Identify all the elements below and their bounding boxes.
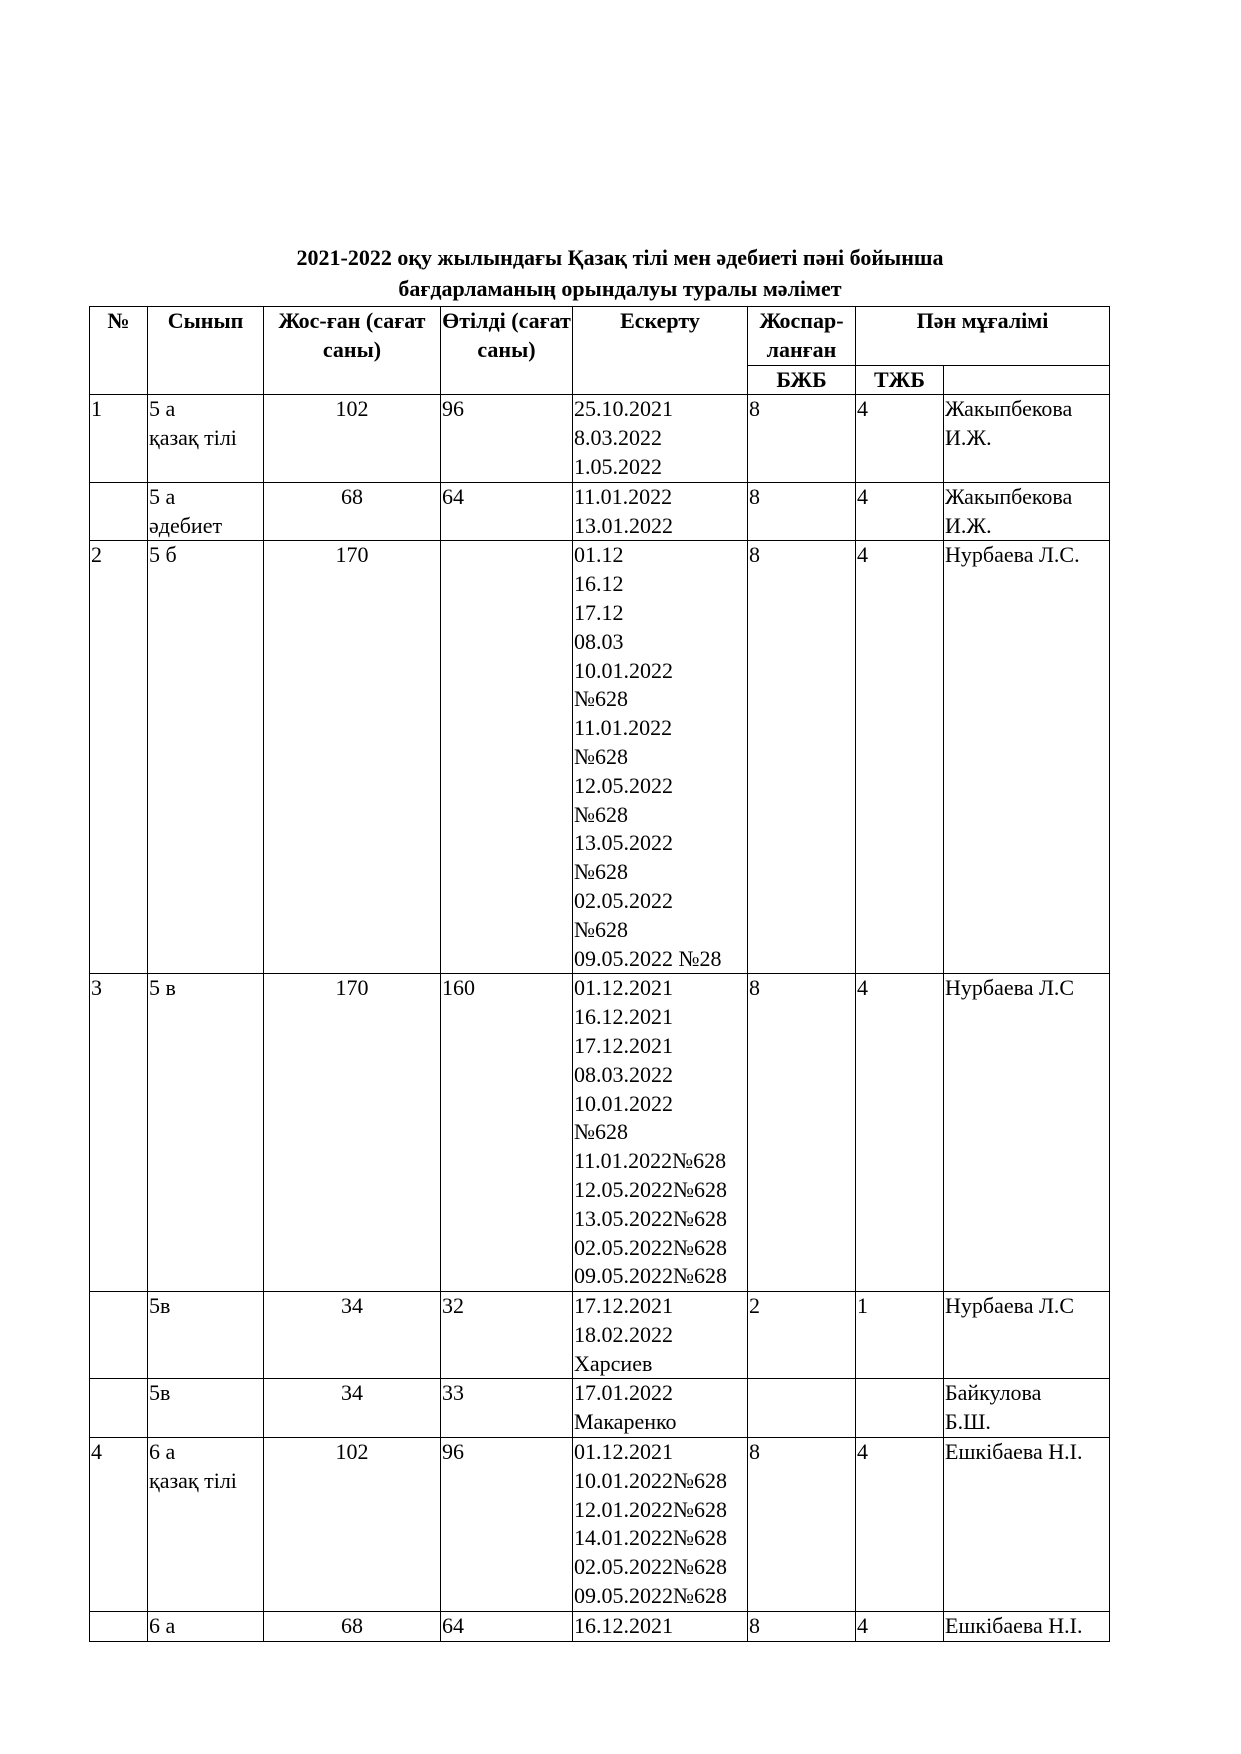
note-line: 8.03.2022 — [574, 425, 662, 451]
row-number-cell — [90, 1611, 148, 1641]
header-planned-line: ланған — [766, 336, 837, 362]
report-table — [89, 306, 1110, 1642]
note-line: 11.01.2022 — [574, 715, 673, 741]
done-hours-cell: 96 — [441, 1438, 573, 1612]
table-row — [90, 974, 1110, 1292]
header-done-hours-line: Өтілді — [442, 308, 506, 333]
header-note: Ескерту — [573, 307, 748, 395]
note-line: №628 — [574, 859, 628, 885]
class-line: 6 а — [149, 1612, 176, 1638]
teacher-line: Жакыпбекова — [945, 396, 1073, 422]
done-hours-cell: 33 — [441, 1379, 573, 1438]
note-line: №628 — [574, 801, 628, 827]
note-line: 09.05.2022№628 — [574, 1583, 727, 1609]
header-planned-line: Жоспар- — [759, 308, 844, 333]
note-cell — [573, 541, 748, 974]
note-line: 10.01.2022 — [574, 1090, 673, 1116]
tzhb-cell: 4 — [856, 1611, 944, 1641]
header-done-hours-line: (сағат — [511, 308, 571, 333]
class-line: қазақ тілі — [149, 1467, 237, 1493]
class-cell — [148, 1379, 264, 1438]
class-cell — [148, 974, 264, 1292]
planned-hours-cell: 68 — [264, 1611, 441, 1641]
note-line: 13.05.2022 — [574, 830, 673, 856]
done-hours-cell — [441, 541, 573, 974]
planned-hours-cell: 102 — [264, 1438, 441, 1612]
note-line: 16.12.2021 — [574, 1004, 673, 1030]
table-body — [90, 395, 1110, 1641]
table-row — [90, 1379, 1110, 1438]
note-cell — [573, 482, 748, 541]
note-line: Харсиев — [574, 1350, 653, 1376]
done-hours-cell: 32 — [441, 1292, 573, 1379]
class-line: 5в — [149, 1293, 171, 1319]
teacher-cell — [944, 1438, 1110, 1612]
table-row — [90, 1438, 1110, 1612]
note-line: 1.05.2022 — [574, 453, 662, 479]
header-tzhb: ТЖБ — [856, 365, 944, 395]
teacher-cell — [944, 1292, 1110, 1379]
note-line: 01.12.2021 — [574, 1439, 673, 1465]
note-line: 12.05.2022№628 — [574, 1176, 727, 1202]
class-line: 5 б — [149, 542, 177, 568]
teacher-line: Ешкібаева Н.І. — [945, 1612, 1083, 1638]
note-line: 17.01.2022 — [574, 1380, 673, 1406]
note-line: 09.05.2022№628 — [574, 1263, 727, 1289]
done-hours-cell: 160 — [441, 974, 573, 1292]
note-line: №628 — [574, 916, 628, 942]
document-title-line-1: 2021-2022 оқу жылындағы Қазақ тілі мен әдебиеті пәні бойынша — [296, 245, 944, 270]
class-cell — [148, 1292, 264, 1379]
planned-hours-cell: 68 — [264, 482, 441, 541]
note-line: 02.05.2022№628 — [574, 1554, 727, 1580]
header-done-hours — [441, 307, 573, 395]
row-number-cell — [90, 482, 148, 541]
tzhb-cell: 4 — [856, 1438, 944, 1612]
note-line: 11.01.2022№628 — [574, 1148, 727, 1174]
header-bzhb: БЖБ — [748, 365, 856, 395]
header-planned-hours-line: Жос-ған (сағат — [278, 308, 426, 333]
note-line: 16.12.2021 — [574, 1612, 673, 1638]
class-line: қазақ тілі — [149, 425, 237, 451]
note-cell — [573, 1438, 748, 1612]
header-planned — [748, 307, 856, 366]
row-number-cell — [90, 1292, 148, 1379]
class-cell — [148, 1438, 264, 1612]
header-number: № — [90, 307, 148, 395]
teacher-cell — [944, 974, 1110, 1292]
planned-hours-cell: 170 — [264, 974, 441, 1292]
row-number-cell: 3 — [90, 974, 148, 1292]
class-cell — [148, 395, 264, 482]
row-number-cell — [90, 1379, 148, 1438]
header-teacher: Пән мұғалімі — [856, 307, 1110, 366]
class-line: 5 в — [149, 975, 176, 1001]
note-line: 25.10.2021 — [574, 396, 673, 422]
note-cell — [573, 395, 748, 482]
note-line: Макаренко — [574, 1409, 677, 1435]
note-line: 13.01.2022 — [574, 512, 673, 538]
note-line: 16.12 — [574, 571, 624, 597]
class-line: 5 а — [149, 396, 176, 422]
teacher-line: Б.Ш. — [945, 1409, 991, 1435]
note-cell — [573, 974, 748, 1292]
note-line: №628 — [574, 743, 628, 769]
planned-hours-cell: 102 — [264, 395, 441, 482]
class-line: әдебиет — [149, 512, 223, 538]
note-line: 18.02.2022 — [574, 1321, 673, 1347]
row-number-cell: 4 — [90, 1438, 148, 1612]
table-row — [90, 1611, 1110, 1641]
bzhb-cell: 8 — [748, 482, 856, 541]
note-line: 17.12.2021 — [574, 1293, 673, 1319]
class-line: 6 а — [149, 1439, 176, 1465]
note-line: 17.12 — [574, 599, 624, 625]
teacher-line: Нурбаева Л.С. — [945, 542, 1080, 568]
class-line: 5в — [149, 1380, 171, 1406]
note-cell — [573, 1292, 748, 1379]
note-line: 10.01.2022 — [574, 657, 673, 683]
tzhb-cell: 4 — [856, 482, 944, 541]
note-line: 01.12 — [574, 542, 624, 568]
note-line: 17.12.2021 — [574, 1032, 673, 1058]
teacher-cell — [944, 541, 1110, 974]
row-number-cell: 2 — [90, 541, 148, 974]
note-line: 08.03.2022 — [574, 1061, 673, 1087]
header-empty — [944, 365, 1110, 395]
teacher-line: Байкулова — [945, 1380, 1042, 1406]
header-done-hours-line: саны) — [477, 336, 536, 362]
teacher-line: Нурбаева Л.С — [945, 975, 1075, 1001]
done-hours-cell: 64 — [441, 482, 573, 541]
teacher-cell — [944, 395, 1110, 482]
bzhb-cell: 8 — [748, 541, 856, 974]
note-line: 11.01.2022 — [574, 483, 673, 509]
note-line: 09.05.2022 №28 — [574, 945, 722, 971]
note-line: 14.01.2022№628 — [574, 1525, 727, 1551]
note-line: №628 — [574, 686, 628, 712]
note-line: 12.01.2022№628 — [574, 1496, 727, 1522]
teacher-cell — [944, 1611, 1110, 1641]
note-line: 10.01.2022№628 — [574, 1467, 727, 1493]
note-line: 13.05.2022№628 — [574, 1205, 727, 1231]
done-hours-cell: 96 — [441, 395, 573, 482]
row-number-cell: 1 — [90, 395, 148, 482]
table-row — [90, 541, 1110, 974]
document-title-line-2: бағдарламаның орындалуы туралы мәлімет — [398, 276, 842, 301]
tzhb-cell — [856, 1379, 944, 1438]
planned-hours-cell: 34 — [264, 1292, 441, 1379]
teacher-line: Ешкібаева Н.І. — [945, 1439, 1083, 1465]
table-row — [90, 1292, 1110, 1379]
note-line: 02.05.2022№628 — [574, 1234, 727, 1260]
class-line: 5 а — [149, 483, 176, 509]
tzhb-cell: 1 — [856, 1292, 944, 1379]
class-cell — [148, 1611, 264, 1641]
teacher-cell — [944, 482, 1110, 541]
tzhb-cell: 4 — [856, 541, 944, 974]
done-hours-cell: 64 — [441, 1611, 573, 1641]
teacher-line: Нурбаева Л.С — [945, 1293, 1075, 1319]
header-class: Сынып — [148, 307, 264, 395]
note-line: 12.05.2022 — [574, 772, 673, 798]
teacher-line: И.Ж. — [945, 425, 992, 451]
bzhb-cell — [748, 1379, 856, 1438]
note-line: 01.12.2021 — [574, 975, 673, 1001]
header-planned-hours — [264, 307, 441, 395]
planned-hours-cell: 34 — [264, 1379, 441, 1438]
tzhb-cell: 4 — [856, 395, 944, 482]
bzhb-cell: 2 — [748, 1292, 856, 1379]
teacher-line: И.Ж. — [945, 512, 992, 538]
planned-hours-cell: 170 — [264, 541, 441, 974]
teacher-line: Жакыпбекова — [945, 483, 1073, 509]
class-cell — [148, 541, 264, 974]
header-planned-hours-line: саны) — [322, 336, 382, 362]
teacher-cell — [944, 1379, 1110, 1438]
note-line: 02.05.2022 — [574, 887, 673, 913]
tzhb-cell: 4 — [856, 974, 944, 1292]
note-cell — [573, 1611, 748, 1641]
note-line: 08.03 — [574, 628, 624, 654]
table-row — [90, 395, 1110, 482]
bzhb-cell: 8 — [748, 1611, 856, 1641]
note-cell — [573, 1379, 748, 1438]
bzhb-cell: 8 — [748, 974, 856, 1292]
table-row — [90, 482, 1110, 541]
class-cell — [148, 482, 264, 541]
bzhb-cell: 8 — [748, 395, 856, 482]
bzhb-cell: 8 — [748, 1438, 856, 1612]
note-line: №628 — [574, 1119, 628, 1145]
